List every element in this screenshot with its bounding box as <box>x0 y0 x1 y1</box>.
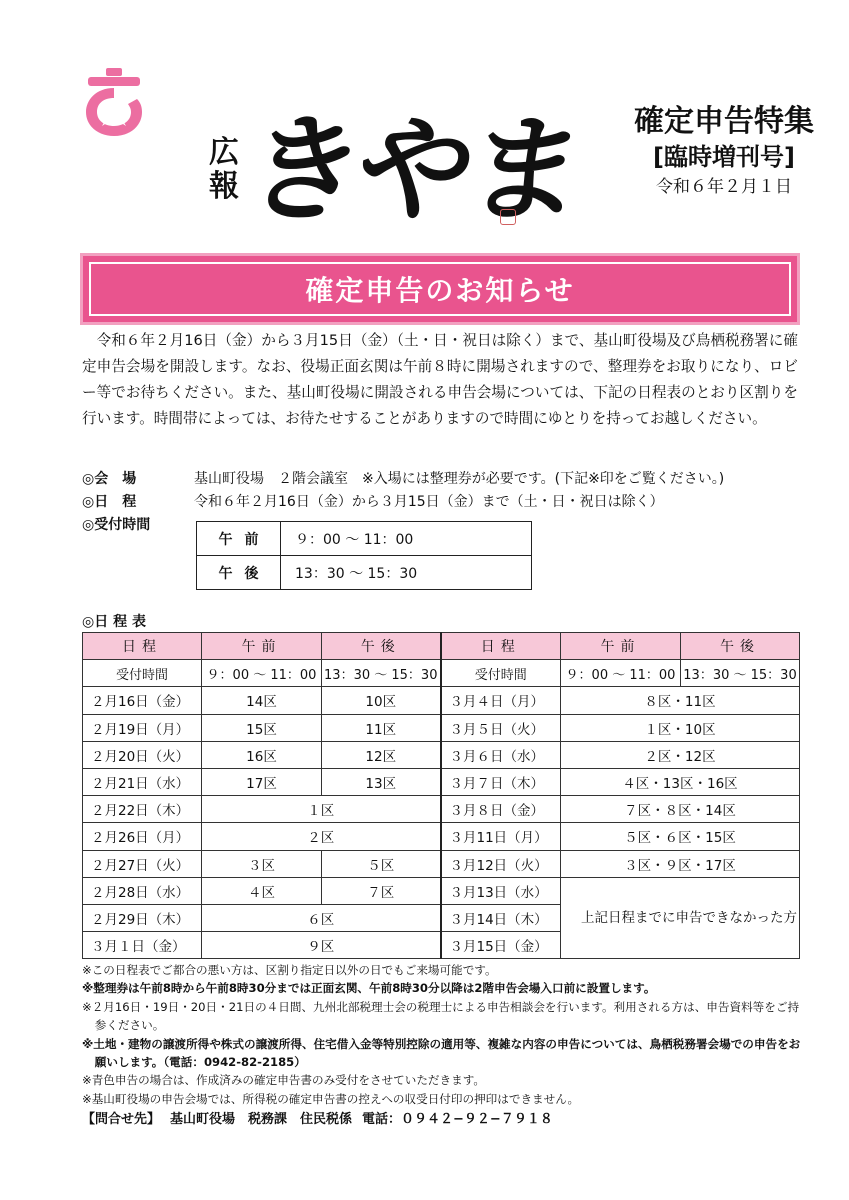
note-item: ※整理券は午前8時から午前8時30分までは正面玄関、午前8時30分以降は2階申告会場入口前に設置します。 <box>82 981 656 996</box>
table-row <box>83 714 800 741</box>
schedule-district-pm: 11区 <box>322 714 441 741</box>
schedule-district-all: ２区 <box>202 823 441 850</box>
seal-icon <box>500 209 516 225</box>
banner-frame <box>89 262 791 316</box>
schedule-district-all: ９区 <box>202 932 441 959</box>
issue-title: 確定申告特集 <box>634 104 814 139</box>
note-item: ※青色申告の場合は、作成済みの確定申告書のみ受付をさせていただきます。 <box>82 1073 485 1088</box>
schedule-title: ◎日 程 表 <box>82 614 146 630</box>
note-item: ※基山町役場の申告会場では、所得税の確定申告書の控えへの収受日付印の押印はできません。 <box>82 1091 580 1106</box>
schedule-date: ２月22日（木） <box>83 796 202 823</box>
venue-label: ◎会 場 <box>82 471 137 487</box>
header-am-right: 午前 <box>561 633 681 660</box>
contact-label: 【問合せ先】 <box>82 1112 161 1127</box>
schedule-district-all: ３区・９区・17区 <box>561 850 800 877</box>
contact-phone: 電話：０９４２−９２−７９１８ <box>362 1112 553 1127</box>
table-row <box>83 823 800 850</box>
schedule-district-am: ４区 <box>202 877 322 904</box>
table-row <box>83 850 800 877</box>
schedule-table <box>82 632 800 959</box>
schedule-district-am: 16区 <box>202 741 322 768</box>
schedule-date: ２月28日（水） <box>83 877 202 904</box>
hours-pm-value: 13：30 ～ 15：30 <box>281 556 532 590</box>
hours-row-pm <box>197 556 532 590</box>
hours-pm-label: 午後 <box>197 556 281 590</box>
schedule-district-pm: 13区 <box>322 768 441 795</box>
schedule-district-pm: ７区 <box>322 877 441 904</box>
reception-hours-table <box>196 521 532 590</box>
schedule-date: ２月26日（月） <box>83 823 202 850</box>
town-emblem-icon <box>82 66 146 138</box>
pm-time-right: 13：30 ～ 15：30 <box>681 660 800 687</box>
schedule-header-row <box>83 633 800 660</box>
schedule-district-all: １区・10区 <box>561 714 800 741</box>
period-row <box>82 491 664 513</box>
schedule-date: ２月21日（水） <box>83 768 202 795</box>
schedule-district-all: ８区・11区 <box>561 687 800 714</box>
issue-subtitle: [臨時増刊号] <box>653 143 795 171</box>
schedule-date: ３月４日（月） <box>441 687 561 714</box>
schedule-district-all: ７区・８区・14区 <box>561 796 800 823</box>
reception-label-left: 受付時間 <box>83 660 202 687</box>
schedule-date: ３月15日（金） <box>441 932 561 959</box>
header-pm-left: 午後 <box>322 633 441 660</box>
note-item: ※土地・建物の譲渡所得や株式の譲渡所得、住宅借入金等特別控除の適用等、複雑な内容の申告については、鳥栖税務署会場での申告をお願いします。（電話：0942-82-2185） <box>82 1036 801 1070</box>
venue-value: 基山町役場 ２階会議室 ※入場には整理券が必要です。(下記※印をご覧ください。) <box>194 471 725 487</box>
contact-org: 基山町役場 税務課 住民税係 <box>170 1112 353 1127</box>
schedule-date: ３月12日（火） <box>441 850 561 877</box>
schedule-date: ３月13日（水） <box>441 877 561 904</box>
schedule-district-am: 14区 <box>202 687 322 714</box>
header-date-left: 日程 <box>83 633 202 660</box>
schedule-time-row <box>83 660 800 687</box>
note-item: ※この日程表でご都合の悪い方は、区割り指定日以外の日でもご来場可能です。 <box>82 963 497 977</box>
koho-label: 広報 <box>209 135 239 204</box>
venue-row <box>82 468 724 490</box>
schedule-note: 上記日程までに申告できなかった方 <box>561 877 800 959</box>
schedule-district-am: 17区 <box>202 768 322 795</box>
schedule-district-all: ２区・12区 <box>561 741 800 768</box>
schedule-district-am: 15区 <box>202 714 322 741</box>
schedule-district-pm: ５区 <box>322 850 441 877</box>
schedule-date: ２月20日（火） <box>83 741 202 768</box>
period-label: ◎日 程 <box>82 494 137 510</box>
schedule-district-all: ５区・６区・15区 <box>561 823 800 850</box>
hours-am-label: 午前 <box>197 522 281 556</box>
schedule-date: ３月６日（水） <box>441 741 561 768</box>
am-time-right: ９：00 ～ 11：00 <box>561 660 681 687</box>
schedule-date: ３月７日（木） <box>441 768 561 795</box>
schedule-district-pm: 12区 <box>322 741 441 768</box>
schedule-date: ２月16日（金） <box>83 687 202 714</box>
schedule-date: ３月５日（火） <box>441 714 561 741</box>
header-am-left: 午前 <box>202 633 322 660</box>
schedule-district-am: ３区 <box>202 850 322 877</box>
schedule-date: ３月14日（木） <box>441 904 561 931</box>
schedule-date: ３月８日（金） <box>441 796 561 823</box>
brand-logo: きやま <box>238 102 588 238</box>
table-row <box>83 741 800 768</box>
schedule-district-pm: 10区 <box>322 687 441 714</box>
pm-time-left: 13：30 ～ 15：30 <box>322 660 441 687</box>
banner-title: 確定申告のお知らせ <box>305 274 575 307</box>
table-row <box>83 796 800 823</box>
issue-date: 令和６年２月１日 <box>656 177 792 197</box>
hours-am-value: ９：00 ～ 11：00 <box>281 522 532 556</box>
schedule-date: ２月29日（木） <box>83 904 202 931</box>
intro-paragraph: 令和６年２月16日（金）から３月15日（金）（土・日・祝日は除く）まで、基山町役場及び鳥栖税務署に確定申告会場を開設します。なお、役場正面玄関は午前８時に開場されますので、整理券をお取りになり、ロビー等でお待ちください。また、基山町役場に開設される申告会場については、下記の日程表のとおり区割りを行います。時間帯によっては、お待たせすることがありますので時間にゆとりを持ってお越しください。 <box>82 332 798 427</box>
issue-info <box>624 104 824 200</box>
title-banner <box>80 253 800 325</box>
header-pm-right: 午後 <box>681 633 800 660</box>
table-row <box>83 877 800 904</box>
schedule-date: ２月27日（火） <box>83 850 202 877</box>
header-date-right: 日程 <box>441 633 561 660</box>
am-time-left: ９：00 ～ 11：00 <box>202 660 322 687</box>
contact-info <box>82 1108 553 1127</box>
schedule-district-all: １区 <box>202 796 441 823</box>
notes-list <box>82 961 802 1108</box>
period-value: 令和６年２月16日（金）から３月15日（金）まで（土・日・祝日は除く） <box>194 494 664 510</box>
note-item: ※２月16日・19日・20日・21日の４日間、九州北部税理士会の税理士による申告相談会を行います。利用される方は、申告資料等をご持参ください。 <box>82 999 800 1033</box>
table-row <box>83 768 800 795</box>
table-row <box>83 687 800 714</box>
schedule-date: ３月11日（月） <box>441 823 561 850</box>
schedule-district-all: ４区・13区・16区 <box>561 768 800 795</box>
schedule-district-all: ６区 <box>202 904 441 931</box>
schedule-date: ３月１日（金） <box>83 932 202 959</box>
reception-label-right: 受付時間 <box>441 660 561 687</box>
hours-label: ◎受付時間 <box>82 517 151 533</box>
hours-row-am <box>197 522 532 556</box>
hours-row <box>82 514 194 536</box>
schedule-date: ２月19日（月） <box>83 714 202 741</box>
